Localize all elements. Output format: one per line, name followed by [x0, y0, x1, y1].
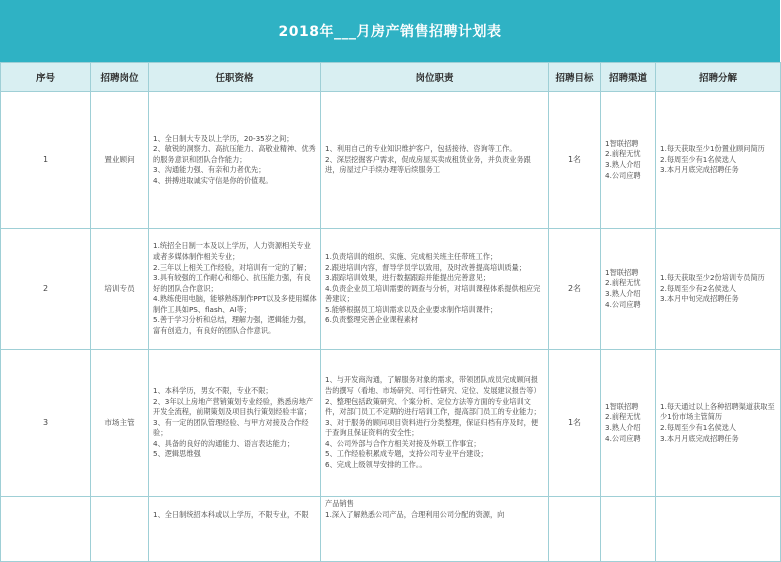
- qualification-cell: [149, 229, 321, 350]
- duty-line: 产品销售: [325, 499, 354, 508]
- target-count: 2名: [549, 229, 601, 350]
- duty-line: 4、公司外部与合作方相关对接及外联工作事宜；: [325, 438, 481, 448]
- table-row: [1, 497, 781, 562]
- duty-line: 1.深入了解熟悉公司产品，合理利用公司分配的资源，向: [325, 509, 505, 519]
- duty-line: 2.跟进培训内容，督导学员学以致用，及时改善提高培训质量；: [325, 262, 526, 272]
- qualification-line: 1、全日制大专及以上学历，20-35岁之间；: [153, 133, 294, 143]
- duty-line: 2、整理包括政策研究、个案分析、定位方法等方面的专业培训文件，对部门员工不定期的进行培训工作，提高部门员工的专业能力；: [325, 396, 541, 417]
- plan-line: 3.本月月底完成招聘任务: [660, 165, 739, 175]
- channel-cell: [601, 92, 656, 229]
- header-channel: 招聘渠道: [601, 63, 656, 92]
- qualification-line: 3、有一定的团队管理经验、与甲方对接及合作经验；: [153, 417, 309, 438]
- plan-line: 3.本月中旬完成招聘任务: [660, 294, 739, 304]
- plan-line: 3.本月月底完成招聘任务: [660, 433, 739, 443]
- post-name: [91, 497, 149, 562]
- duty-line: 5.能够根据员工培训需求以及企业要求制作培训课件；: [325, 304, 498, 314]
- duty-line: 5、工作经验积累成专题，支持公司专业平台建设；: [325, 449, 488, 459]
- table-row: [1, 92, 781, 229]
- plan-cell: [656, 350, 781, 497]
- channel-line: 4.公司应聘: [605, 170, 641, 180]
- plan-line: 2.每周至少有2名侯选人: [660, 283, 737, 293]
- channel-line: 1智联招聘: [605, 138, 639, 148]
- target-count: 1名: [549, 92, 601, 229]
- header-qualification: 任职资格: [149, 63, 321, 92]
- channel-line: 2.前程无忧: [605, 412, 641, 422]
- qualification-line: 3、沟通能力强、有亲和力者优先；: [153, 165, 266, 175]
- table-row: [1, 350, 781, 497]
- channel-line: 2.前程无忧: [605, 278, 641, 288]
- qualification-line: 2、敏锐的洞察力、高抗压能力、高敬业精神、优秀的服务意识和团队合作能力；: [153, 144, 316, 164]
- header-duty: 岗位职责: [321, 63, 549, 92]
- duty-line: 6、完成上级领导安排的工作。。: [325, 460, 427, 470]
- channel-cell: [601, 497, 656, 562]
- header-row: [1, 63, 781, 92]
- duty-line: 3.跟踪培训效果，进行数据跟踪并能提出完善意见；: [325, 273, 490, 283]
- row-number: 2: [1, 229, 91, 350]
- post-name: 市场主管: [91, 350, 149, 497]
- channel-cell: [601, 350, 656, 497]
- qualification-line: [153, 499, 317, 510]
- plan-line: 1.每天通过以上各种招聘渠道获取至少1份市场主管简历: [660, 401, 775, 422]
- qualification-line: 2、3年以上房地产营销策划专业经验，熟悉房地产开发全流程，前期策划及项目执行策划经验丰富；: [153, 396, 314, 417]
- qualification-cell: [149, 350, 321, 497]
- duty-line: 1、与开发商沟通，了解服务对象的需求，带领团队成员完成顾问报告的撰写（看地、市场研究、可行性研究、定位、发展建议报告等）: [325, 375, 541, 395]
- duty-line: 4.负责企业员工培训需要的调查与分析，对培训课程体系提供相应完善建议；: [325, 283, 541, 304]
- channel-cell: [601, 229, 656, 350]
- target-count: [549, 497, 601, 562]
- channel-line: 3.熟人介绍: [605, 423, 641, 432]
- qualification-line: 1、全日制统招本科或以上学历，不限专业，不限: [153, 509, 309, 519]
- channel-line: 3.熟人介绍: [605, 160, 641, 169]
- header-no: 序号: [1, 63, 91, 92]
- plan-line: 1.每天获取至少2份培训专员简历: [660, 273, 765, 283]
- duty-cell: [321, 497, 549, 562]
- row-number: 3: [1, 350, 91, 497]
- header-target: 招聘目标: [549, 63, 601, 92]
- header-post: 招聘岗位: [91, 63, 149, 92]
- channel-line: 4.公司应聘: [605, 299, 641, 309]
- post-name: 置业顾问: [91, 92, 149, 229]
- plan-line: 1.每天获取至少1份置业顾问简历: [660, 144, 765, 154]
- table-row: [1, 229, 781, 350]
- duty-line: 3、对于服务的顾问项目资料进行分类整理，保证归档有序及时，便于查询且保证资料的安全性；: [325, 417, 539, 438]
- qualification-line: 1、本科学历，男女不限，专业不限；: [153, 385, 273, 395]
- duty-line: 2、深层挖掘客户需求，促成房屋买卖成租赁业务，并负责业务跟进，房屋过户手续办理等后续服务工: [325, 154, 531, 175]
- plan-cell: [656, 497, 781, 562]
- duty-line: 6.负责整理完善企业课程素材: [325, 315, 419, 325]
- sheet-title: 2018年___月房产销售招聘计划表: [0, 0, 780, 62]
- plan-cell: [656, 92, 781, 229]
- channel-line: 1智联招聘: [605, 267, 639, 277]
- plan-line: 2.每周至少有1名侯选人: [660, 423, 737, 432]
- plan-cell: [656, 229, 781, 350]
- plan-line: 2.每周至少有1名侯选人: [660, 154, 737, 164]
- qualification-line: 3.具有较强的工作耐心和细心、抗压能力强，有良好的团队合作意识；: [153, 273, 311, 293]
- qualification-cell: [149, 92, 321, 229]
- qualification-line: 2.三年以上相关工作经验，对培训有一定的了解；: [153, 262, 311, 272]
- duty-line: 1.负责培训的组织、实施、完成相关班主任带班工作；: [325, 251, 498, 261]
- duty-cell: [321, 229, 549, 350]
- qualification-line: 4.熟练使用电脑，能够熟练制作PPT以及多使用媒体制作工具如PS、flash、AI等；: [153, 294, 317, 314]
- recruitment-table: [0, 62, 781, 562]
- post-name: 培训专员: [91, 229, 149, 350]
- duty-line: 1、利用自己的专业知识维护客户，包括接待、咨询等工作。: [325, 144, 517, 154]
- qualification-cell: [149, 497, 321, 562]
- channel-line: 2.前程无忧: [605, 149, 641, 159]
- header-plan: 招聘分解: [656, 63, 781, 92]
- channel-line: 3.熟人介绍: [605, 289, 641, 298]
- qualification-line: 5.善于学习分析和总结，理解力强，逻辑能力强，富有创造力，有良好的团队合作意识。: [153, 315, 311, 336]
- qualification-line: 1.统招全日制一本及以上学历，人力资源相关专业或者多媒体制作相关专业；: [153, 241, 311, 261]
- qualification-line: 4、拼搏进取诚实守信是你的价值观。: [153, 175, 273, 185]
- duty-cell: [321, 350, 549, 497]
- qualification-line: 4、具备的良好的沟通能力、语言表达能力；: [153, 438, 295, 448]
- row-number: [1, 497, 91, 562]
- channel-line: 4.公司应聘: [605, 433, 641, 443]
- row-number: 1: [1, 92, 91, 229]
- target-count: 1名: [549, 350, 601, 497]
- duty-cell: [321, 92, 549, 229]
- channel-line: 1智联招聘: [605, 401, 639, 411]
- qualification-line: 5、逻辑思维强: [153, 449, 201, 459]
